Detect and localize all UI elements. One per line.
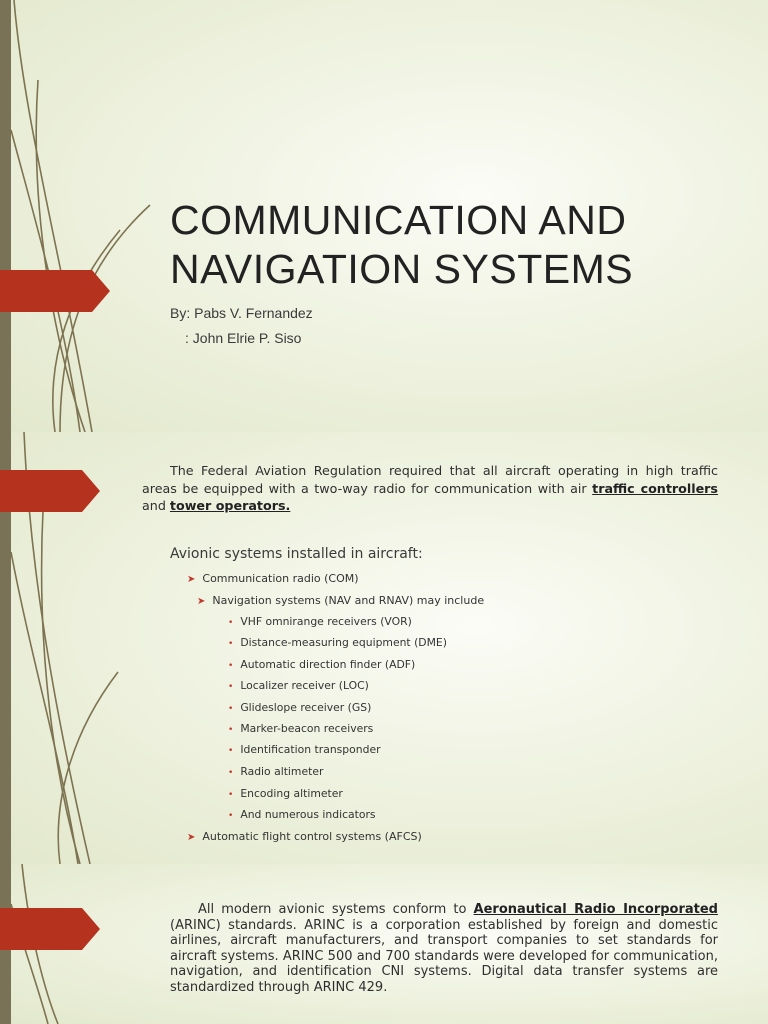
arinc-lead: All modern avionic systems conform to xyxy=(198,902,467,917)
sub-list-item xyxy=(228,765,323,778)
title-line-2: NAVIGATION SYSTEMS xyxy=(170,246,634,292)
sub-list-item-label: Automatic direction finder (ADF) xyxy=(240,658,416,671)
sub-list-item xyxy=(228,787,343,800)
faa-paragraph xyxy=(142,462,718,515)
sub-list-item xyxy=(228,679,369,692)
red-tab-marker xyxy=(0,270,110,312)
faa-text: The Federal Aviation Regulation required that all aircraft operating in high traffic areas be equipped with a two-way radio for communication with air xyxy=(142,463,718,496)
sub-list-item-label: Marker-beacon receivers xyxy=(240,722,374,735)
sub-list-item xyxy=(228,658,415,671)
list-item xyxy=(187,572,359,585)
arinc-body: (ARINC) standards. ARINC is a corporation established by foreign and domestic airlines, aircraft manufacturers, and transport companies to set standards for aircraft systems. ARINC 500 and 700 standards were developed for communication, navigation, and identification CNI systems. Digital data transfer systems are standardized through ARINC 429. xyxy=(170,917,718,995)
list-heading: Avionic systems installed in aircraft: xyxy=(170,546,423,562)
sub-list-item-label: Encoding altimeter xyxy=(240,787,343,800)
bullet-dot-icon: • xyxy=(228,661,234,671)
author-2: : John Elrie P. Siso xyxy=(185,330,302,346)
author-1: By: Pabs V. Fernandez xyxy=(170,305,313,321)
tower-operators-link[interactable]: tower operators. xyxy=(169,498,291,513)
slide-arinc xyxy=(0,864,768,1024)
sub-list-item-label: VHF omnirange receivers (VOR) xyxy=(240,615,412,628)
slide-title xyxy=(0,0,768,432)
traffic-controllers-link[interactable]: traffic controllers xyxy=(592,480,718,496)
slide-avionics xyxy=(0,432,768,864)
red-tab-marker xyxy=(0,470,110,512)
title-line-1: COMMUNICATION AND xyxy=(170,197,627,243)
bullet-dot-icon: • xyxy=(228,811,234,821)
sub-list-item xyxy=(228,743,381,756)
decorative-stems xyxy=(0,0,160,432)
arrow-bullet-icon: ➤ xyxy=(187,832,196,843)
sub-list-item xyxy=(228,722,373,735)
sub-list-item-label: Identification transponder xyxy=(240,743,381,756)
bullet-dot-icon: • xyxy=(228,682,234,692)
bullet-dot-icon: • xyxy=(228,746,234,756)
bullet-dot-icon: • xyxy=(228,639,234,649)
arrow-bullet-icon: ➤ xyxy=(197,596,206,607)
arinc-link[interactable]: Aeronautical Radio Incorporated xyxy=(473,902,718,917)
list-item xyxy=(197,594,484,607)
bullet-dot-icon: • xyxy=(228,768,234,778)
arrow-bullet-icon: ➤ xyxy=(187,574,196,585)
sub-list-item-label: Localizer receiver (LOC) xyxy=(240,679,369,692)
bullet-dot-icon: • xyxy=(228,725,234,735)
red-tab-marker xyxy=(0,908,110,950)
list-item-label: Navigation systems (NAV and RNAV) may include xyxy=(212,594,485,607)
list-item-label: Automatic flight control systems (AFCS) xyxy=(202,830,422,843)
link-joiner: and xyxy=(142,498,166,513)
arinc-paragraph xyxy=(170,902,718,995)
sub-list-item xyxy=(228,615,412,628)
sub-list-item-label: Glideslope receiver (GS) xyxy=(240,701,372,714)
sub-list-item-label: Radio altimeter xyxy=(240,765,324,778)
sub-list-item xyxy=(228,808,376,821)
sub-list-item xyxy=(228,701,371,714)
bullet-dot-icon: • xyxy=(228,618,234,628)
sub-list-item xyxy=(228,636,447,649)
list-item-label: Communication radio (COM) xyxy=(202,572,359,585)
sub-list-item-label: And numerous indicators xyxy=(240,808,376,821)
list-item xyxy=(187,830,422,843)
page-title xyxy=(170,196,730,294)
sub-list-item-label: Distance-measuring equipment (DME) xyxy=(240,636,447,649)
bullet-dot-icon: • xyxy=(228,790,234,800)
bullet-dot-icon: • xyxy=(228,704,234,714)
